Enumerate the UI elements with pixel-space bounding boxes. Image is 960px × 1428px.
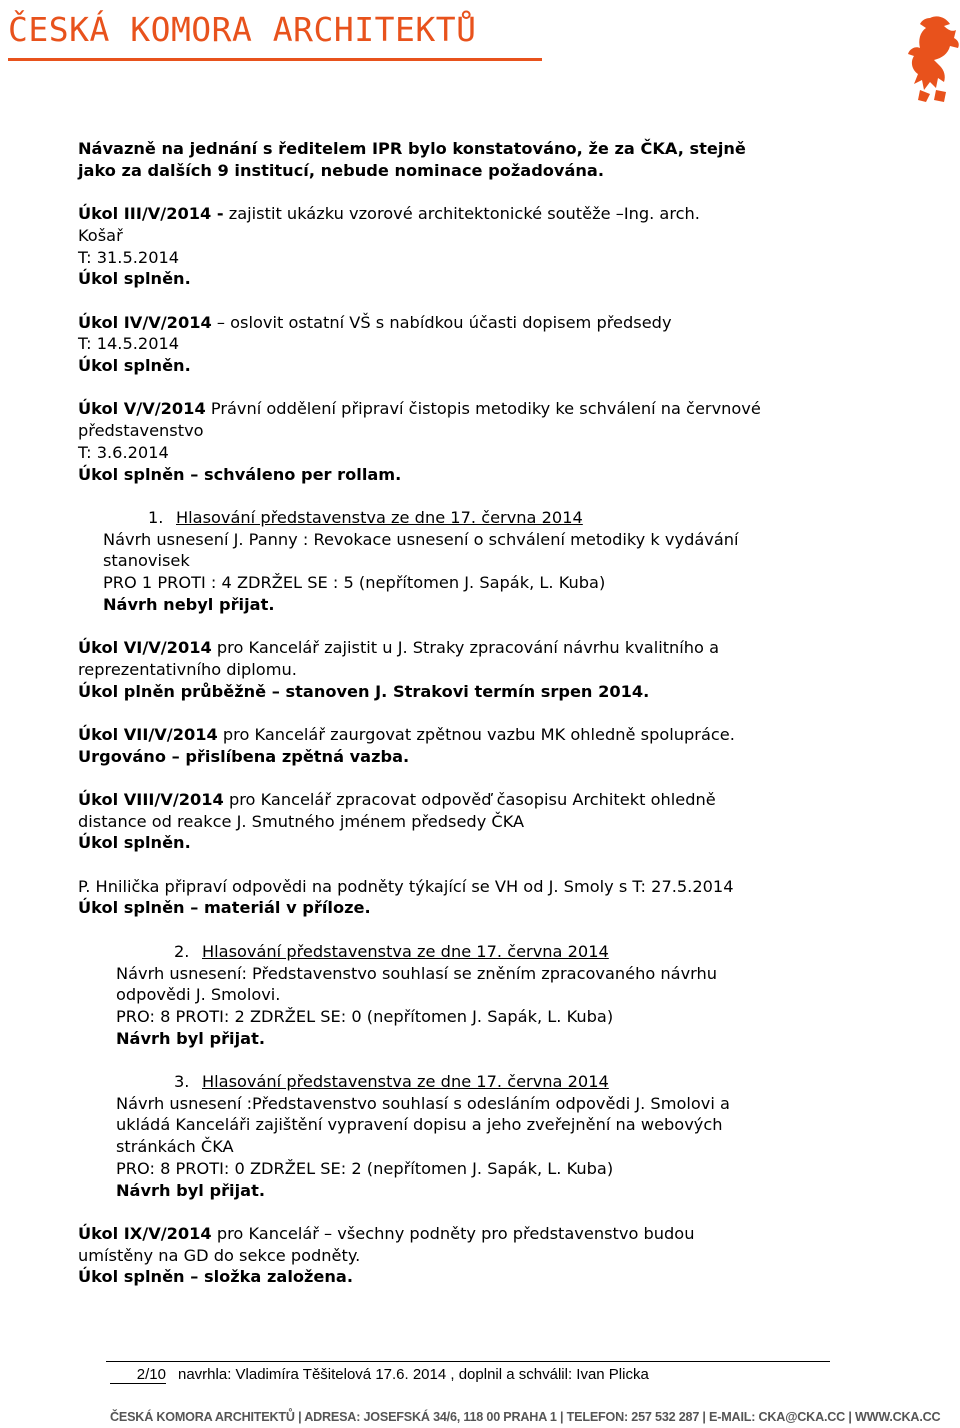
logo-underline [8,58,542,61]
vote-number: 3. [174,1072,190,1092]
task-title: Úkol IV/V/2014 [78,312,212,332]
vote-counts: PRO 1 PROTI : 4 ZDRŽEL SE : 5 (nepřítomen J. Sapák, L. Kuba) [103,573,606,592]
vote-heading: Hlasování představenstva ze dne 17. června 2014 [176,507,583,527]
task-status: Úkol splněn. [78,833,191,853]
vote-result: Návrh byl přijat. [116,1180,265,1200]
footer-address: ČESKÁ KOMORA ARCHITEKTŮ | ADRESA: JOSEFSKÁ 34/6, 118 00 PRAHA 1 | TELEFON: 257 532 287 | E-MAIL: CKA@CKA.CC | WWW.CKA.CC [110,1410,941,1424]
task-status: Urgováno – přislíbena zpětná vazba. [78,746,410,766]
vote-3: 3. Hlasování představenstva ze dne 17. června 2014 Návrh usnesení :Představenstvo souhlasí s odesláním odpovědi J. Smolovi a ukládá Kanceláři zajištění vypravení dopisu a jeho zveřejnění na webových stránkách ČKA PRO: 8 PROTI: 0 ZDRŽEL SE: 2 (nepřítomen J. Sapák, L. Kuba) Návrh byl přijat. [116,1071,838,1201]
vote-counts: PRO: 8 PROTI: 0 ZDRŽEL SE: 2 (nepřítomen J. Sapák, L. Kuba) [116,1158,614,1178]
vote-1: 1. Hlasování představenstva ze dne 17. června 2014 Návrh usnesení J. Panny : Revokace usnesení o schválení metodiky k vydávání stanovisek PRO 1 PROTI : 4 ZDRŽEL SE : 5 (nepřítomen J. Sapák, L. Kuba) Návrh nebyl přijat. [103,507,838,616]
task-viii: Úkol VIII/V/2014 pro Kancelář zpracovat odpověď časopisu Architekt ohledně distance od reakce J. Smutného jménem předsedy ČKA Úkol splněn. [78,789,838,854]
task-status: Úkol splněn. [78,269,191,289]
vote-counts: PRO: 8 PROTI: 2 ZDRŽEL SE: 0 (nepřítomen J. Sapák, L. Kuba) [116,1006,614,1026]
footer-rule [106,1361,830,1362]
vote-heading: Hlasování představenstva ze dne 17. června 2014 [202,1072,609,1092]
vote-heading: Hlasování představenstva ze dne 17. června 2014 [202,941,609,961]
task-vii: Úkol VII/V/2014 pro Kancelář zaurgovat zpětnou vazbu MK ohledně spolupráce. Urgováno – přislíbena zpětná vazba. [78,724,838,767]
task-term: T: 3.6.2014 [78,442,169,462]
vote-result: Návrh byl přijat. [116,1028,265,1048]
hnilicka-note: P. Hnilička připraví odpovědi na podněty týkající se VH od J. Smoly s T: 27.5.2014 Úkol splněn – materiál v příloze. [78,876,838,919]
task-title: Úkol V/V/2014 [78,399,206,419]
task-title: Úkol III/V/2014 - [78,204,224,224]
task-status: Úkol splněn – složka založena. [78,1267,354,1287]
task-ix: Úkol IX/V/2014 pro Kancelář – všechny podněty pro představenstvo budou umístěny na GD do sekce podněty. Úkol splněn – složka založena. [78,1223,838,1288]
task-term: T: 31.5.2014 [78,247,180,267]
task-term: T: 14.5.2014 [78,334,180,354]
task-iv: Úkol IV/V/2014 – oslovit ostatní VŠ s nabídkou účasti dopisem předsedy T: 14.5.2014 Úkol splněn. [78,312,838,377]
vote-number: 1. [148,507,164,527]
task-title: Úkol VII/V/2014 [78,724,218,744]
document-body [78,138,838,1310]
task-status: Úkol splněn. [78,356,191,375]
footer-meta [110,1366,649,1384]
task-vi: Úkol VI/V/2014 pro Kancelář zajistit u J. Straky zpracování návrhu kvalitního a reprezentativního diplomu. Úkol plněn průběžně – stanoven J. Strakovi termín srpen 2014. [78,637,838,702]
task-status: Úkol splněn – materiál v příloze. [78,898,371,918]
task-status: Úkol plněn průběžně – stanoven J. Strakovi termín srpen 2014. [78,681,650,701]
logo-text: ČESKÁ KOMORA ARCHITEKTŮ [8,10,477,49]
task-status: Úkol splněn – schváleno per rollam. [78,464,402,484]
task-title: Úkol IX/V/2014 [78,1223,212,1243]
page-number: 2/10 [110,1366,166,1384]
vote-number: 2. [174,941,190,961]
vote-result: Návrh nebyl přijat. [103,594,275,614]
task-title: Úkol VI/V/2014 [78,638,212,658]
task-title: Úkol VIII/V/2014 [78,789,224,809]
intro-paragraph: Návazně na jednání s ředitelem IPR bylo konstatováno, že za ČKA, stejně jako za dalších 9 institucí, nebude nominace požadována. [78,139,746,180]
task-iii: Úkol III/V/2014 - zajistit ukázku vzorové architektonické soutěže –Ing. arch. Košař T: 31.5.2014 Úkol splněn. [78,203,838,290]
lion-emblem-icon [900,10,960,110]
vote-2: 2. Hlasování představenstva ze dne 17. června 2014 Návrh usnesení: Představenstvo souhlasí se zněním zpracovaného návrhu odpovědi J. Smolovi. PRO: 8 PROTI: 2 ZDRŽEL SE: 0 (nepřítomen J. Sapák, L. Kuba) Návrh byl přijat. [116,941,838,1050]
footer-authors: navrhla: Vladimíra Těšitelová 17.6. 2014 , doplnil a schválil: Ivan Plicka [178,1366,649,1383]
task-v: Úkol V/V/2014 Právní oddělení připraví čistopis metodiky ke schválení na červnové představenstvo T: 3.6.2014 Úkol splněn – schváleno per rollam. [78,398,838,485]
